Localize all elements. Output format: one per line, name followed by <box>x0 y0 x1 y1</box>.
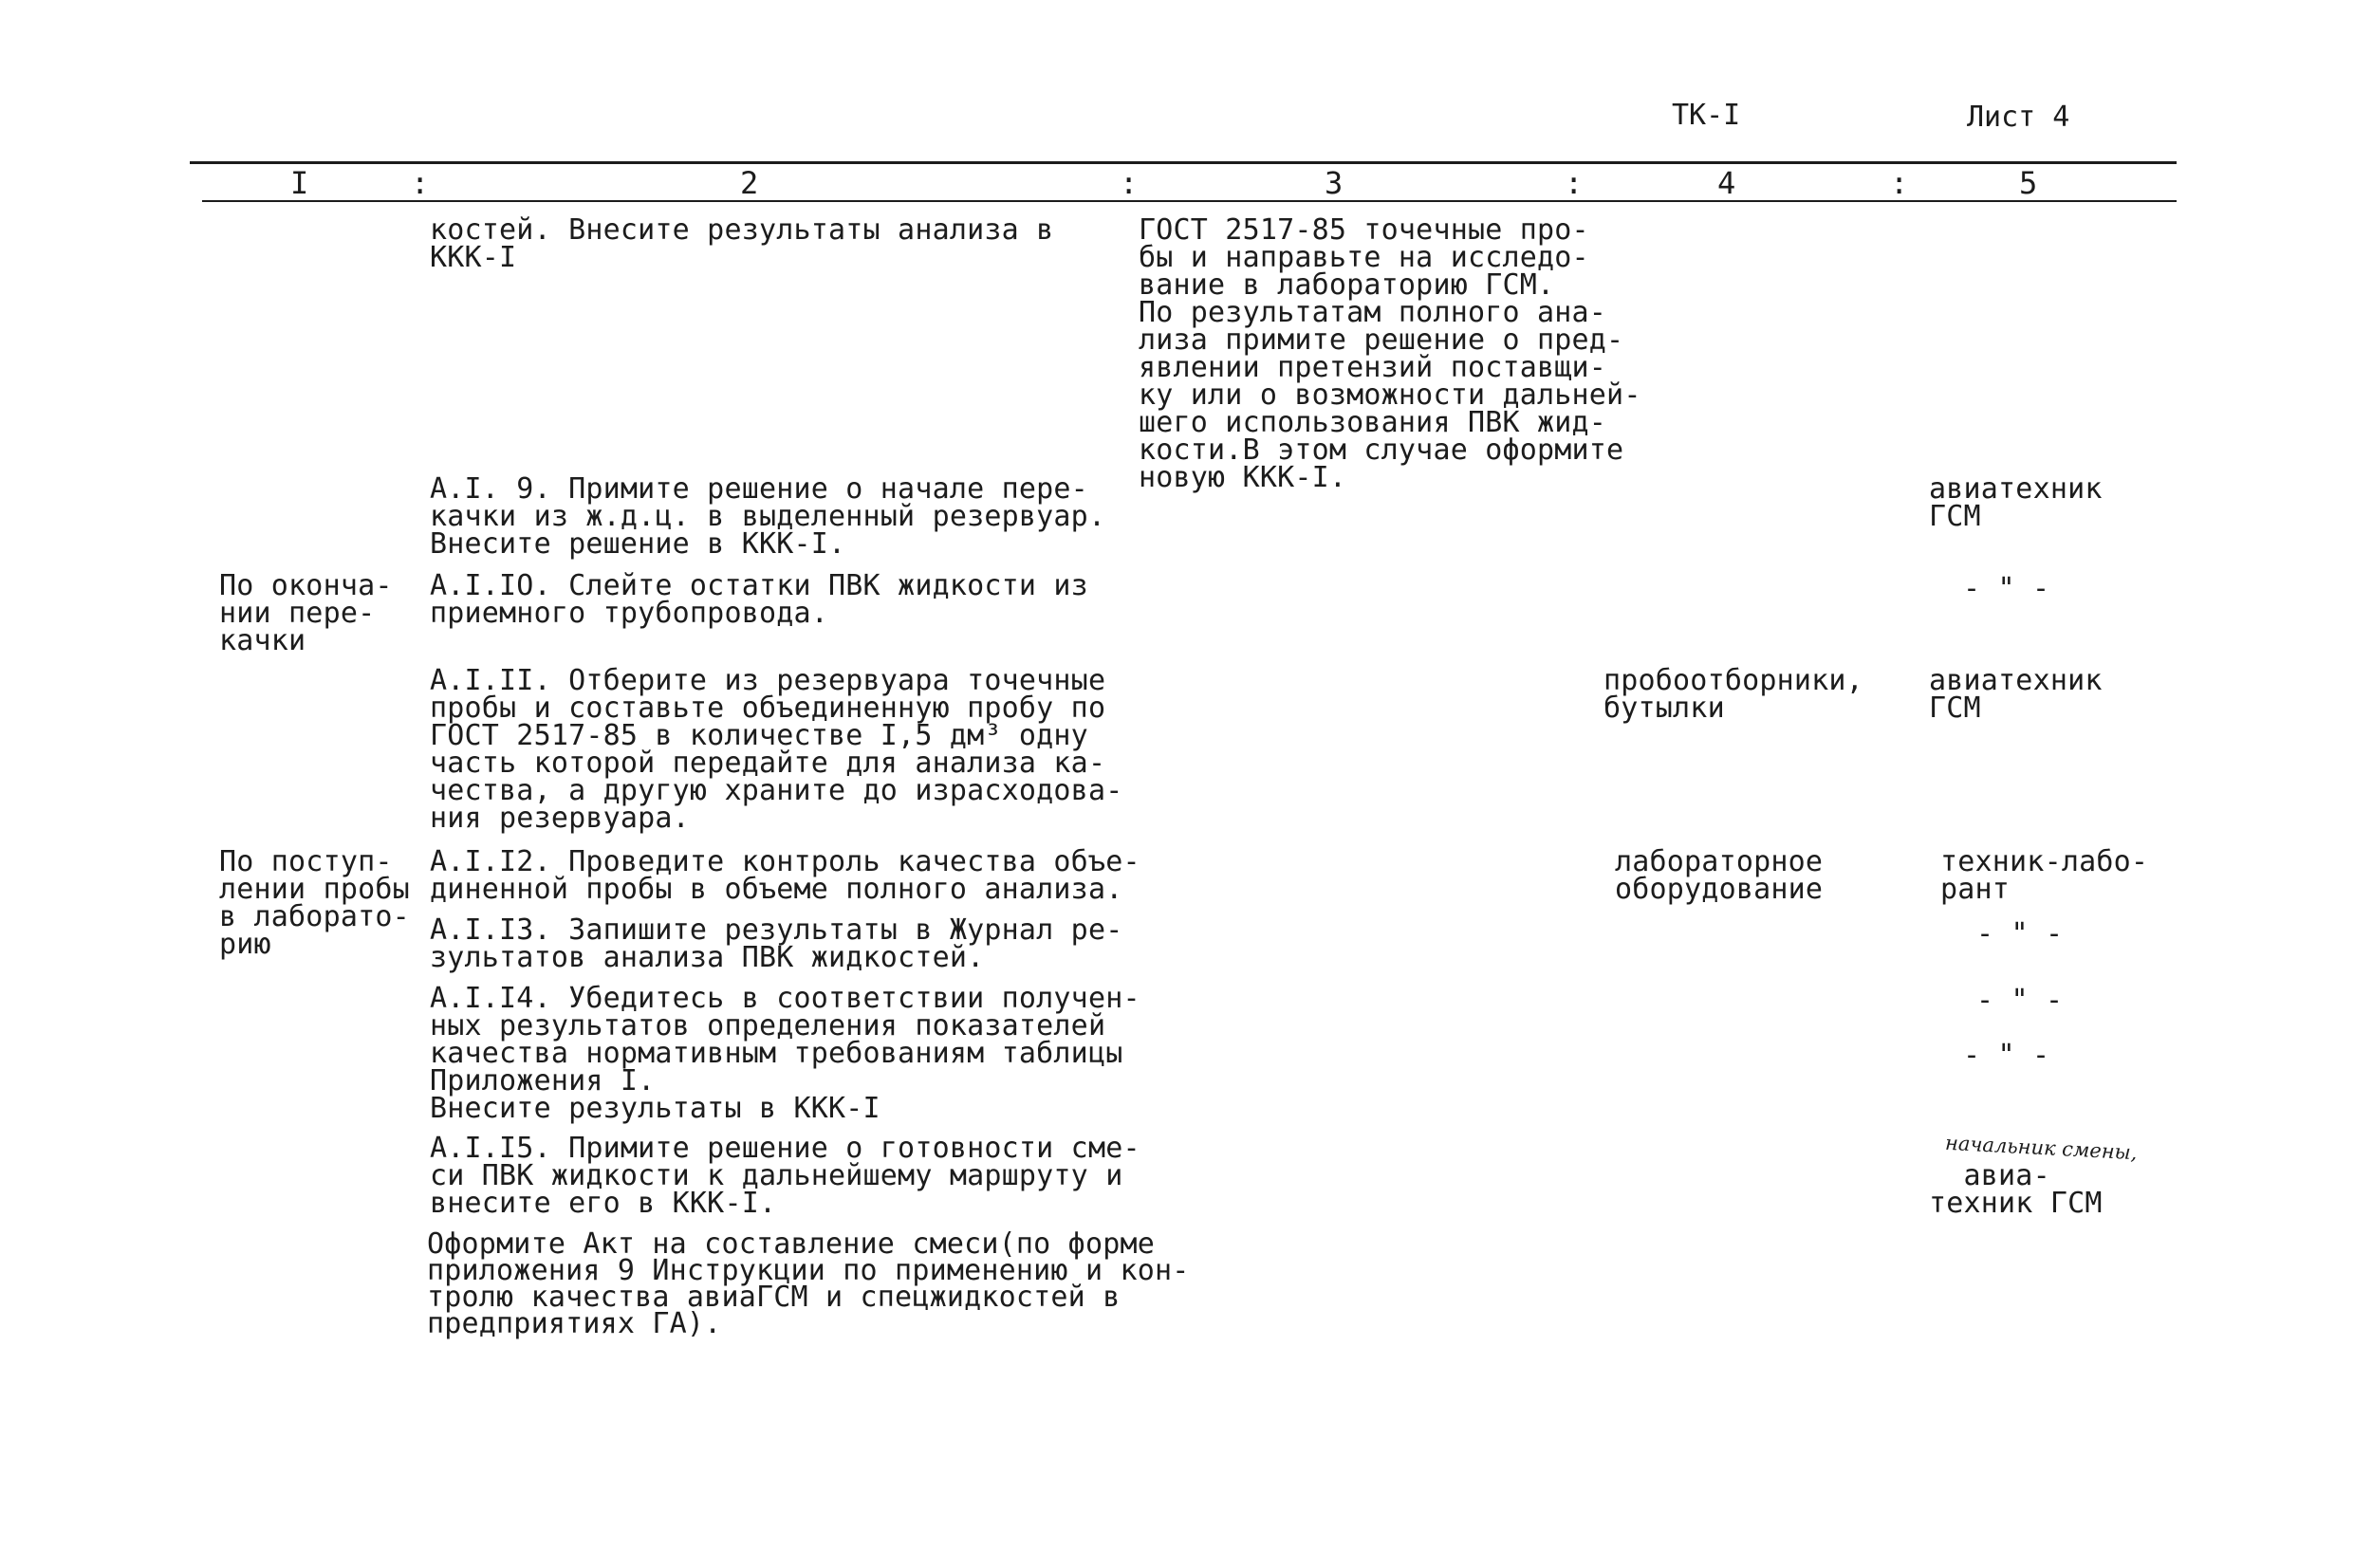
row1-method-text: ГОСТ 2517-85 точечные про- бы и направьте на исследо- вание в лабораторию ГСМ. По результатам полного ана- лиза примите решение о пред- явлении претензий поставщи- ку или о возможности дальней- шего использования ПВК жид- кости.В этом случае оформите новую ККК-I. <box>1139 213 1641 494</box>
column-number-4: 4 <box>1717 165 1736 201</box>
row9-instruction-text: Оформите Акт на составление смеси(по форме приложения 9 Инструкции по применению и кон- тролю качества авиаГСМ и спецжидкостей в предприятиях ГА). <box>427 1227 1190 1340</box>
row2-operation-text: А.I. 9. Примите решение о начале пере- качки из ж.д.ц. в выделенный резервуар. Внесите решение в ККК-I. <box>430 472 1106 561</box>
column-number-5: 5 <box>2019 165 2038 201</box>
row7-executor-ditto: - " - <box>1976 984 2064 1017</box>
row3-executor-ditto: - " - <box>1963 572 2050 605</box>
column-number-3: 3 <box>1325 165 1344 201</box>
row6-operation-text: А.I.I3. Запишите результаты в Журнал ре- зультатов анализа ПВК жидкостей. <box>430 913 1123 974</box>
sheet-number: Лист 4 <box>1967 101 2070 134</box>
column-separator: : <box>411 165 430 201</box>
row1-operation-text: костей. Внесите результаты анализа в ККК-I <box>430 213 1054 274</box>
row7-operation-text: А.I.I4. Убедитесь в соответствии получен- ных результатов определения показателей качества нормативным требованиям таблицы Приложения I. Внесите результаты в ККК-I <box>430 982 1140 1125</box>
column-number-2: 2 <box>740 165 759 201</box>
row8-executor-text: авиа- техник ГСМ <box>1929 1159 2103 1220</box>
row5-equipment-text: лабораторное оборудование <box>1615 845 1824 906</box>
table-top-rule <box>190 161 2177 164</box>
row4-operation-text: А.I.II. Отберите из резервуара точечные пробы и составьте объединенную пробу по ГОСТ 2517-85 в количестве I,5 дм³ одну часть которой передайте для анализа ка- чества, а другую храните до израсходова- ния резервуара. <box>430 664 1123 835</box>
row4-executor-text: авиатехник ГСМ <box>1929 664 2103 725</box>
column-separator: : <box>1565 165 1584 201</box>
row5-executor-text: техник-лабо- рант <box>1940 845 2149 906</box>
row5-condition-text: По поступ- лении пробы в лаборато- рию <box>219 845 410 961</box>
document-code: ТК-I <box>1672 99 1741 132</box>
column-number-1: I <box>290 165 309 201</box>
row4-equipment-text: пробоотборники, бутылки <box>1603 664 1863 725</box>
row8-operation-text: А.I.I5. Примите решение о готовности сме- си ПВК жидкости к дальнейшему маршруту и внесите его в ККК-I. <box>430 1132 1140 1220</box>
row3-condition-text: По оконча- нии пере- качки <box>219 569 393 657</box>
row6-executor-ditto: - " - <box>1976 917 2064 950</box>
column-separator: : <box>1120 165 1139 201</box>
row7-executor-ditto: - " - <box>1963 1039 2050 1072</box>
row3-operation-text: А.I.IO. Слейте остатки ПВК жидкости из приемного трубопровода. <box>430 569 1088 630</box>
table-header-rule <box>202 200 2177 202</box>
row8-handwritten-note: начальник смены, <box>1944 1131 2139 1165</box>
row5-operation-text: А.I.I2. Проведите контроль качества объе- диненной пробы в объеме полного анализа. <box>430 845 1140 906</box>
column-separator: : <box>1890 165 1909 201</box>
row2-executor-text: авиатехник ГСМ <box>1929 472 2103 533</box>
